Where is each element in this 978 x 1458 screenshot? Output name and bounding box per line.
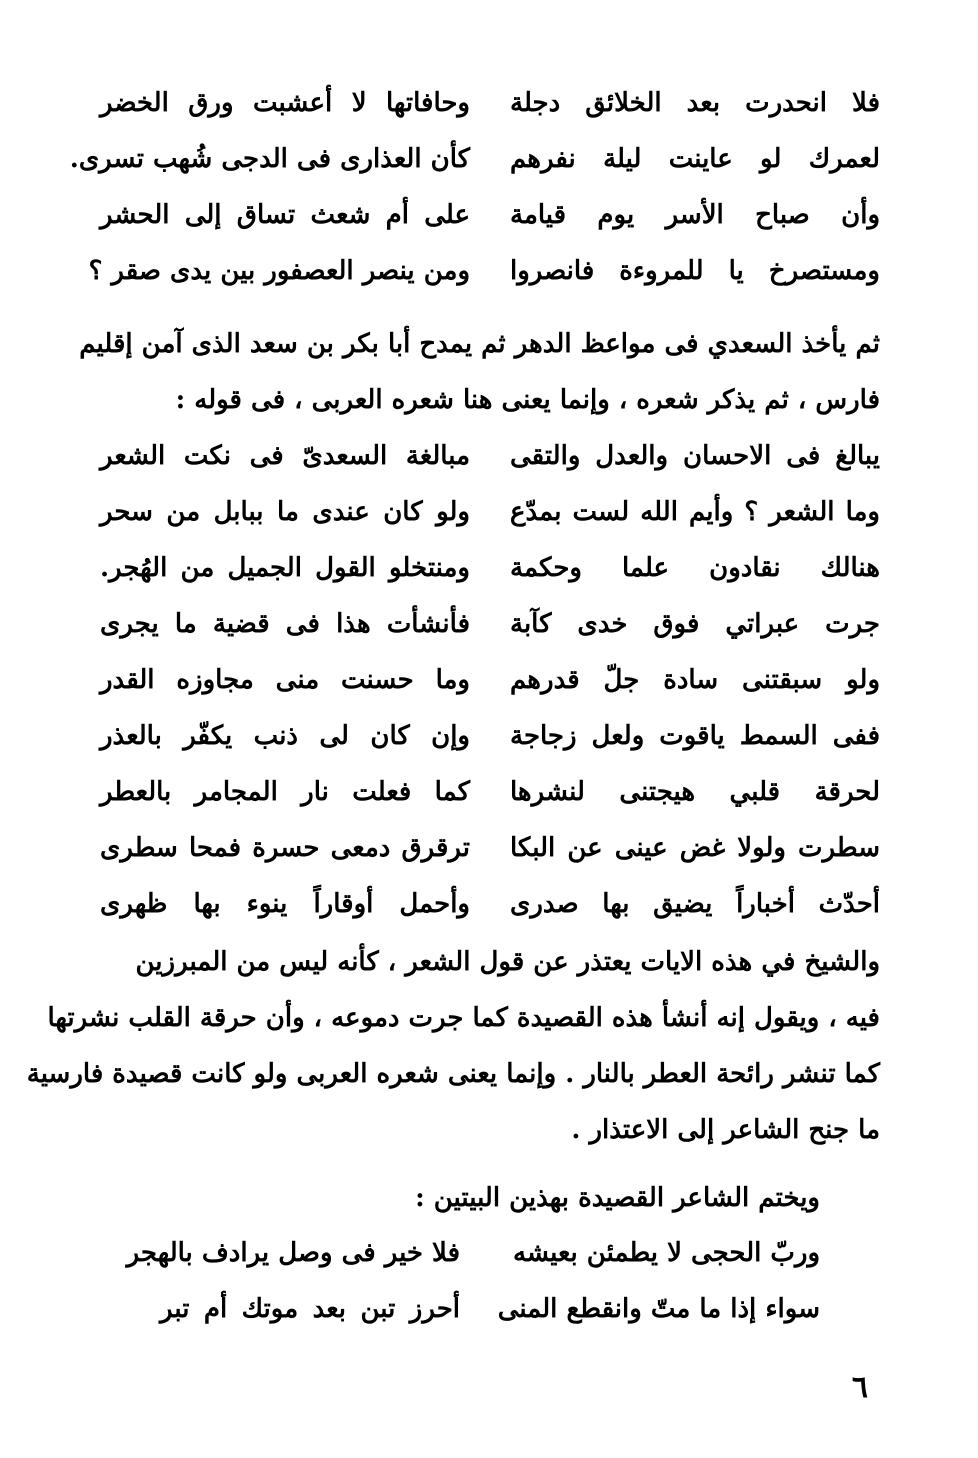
paragraph-line: فارس ، ثم يذكر شعره ، وإنما يعنى هنا شعره العربى ، فى قوله : (175, 385, 880, 415)
verse-line (100, 652, 880, 708)
verse-first-hemistich: أحدّث أخباراً يضيق بها صدرى (510, 889, 880, 919)
verse-second-hemistich: على أم شعث تساق إلى الحشر (100, 200, 470, 230)
verse-second-hemistich: وأحمل أوقاراً ينوء بها ظهرى (100, 889, 470, 919)
verse-first-hemistich: هنالك نقادون علما وحكمة (510, 553, 880, 583)
poem-block-1 (69, 75, 880, 299)
verse-second-hemistich: كأن العذارى فى الدجى شُهب تسرى. (69, 144, 470, 174)
verse-first-hemistich: فلا انحدرت بعد الخلائق دجلة (510, 88, 880, 118)
verse-second-hemistich: ومن ينصر العصفور بين يدى صقر ؟ (88, 256, 470, 286)
paragraph-line: كما تنشر رائحة العطر بالنار . وإنما يعنى شعره العربى ولو كانت قصيدة فارسية (26, 1059, 880, 1089)
verse-first-hemistich: وربّ الحجى لا يطمئن بعيشه (513, 1238, 820, 1268)
verse-line (88, 243, 880, 299)
verse-line (100, 876, 880, 932)
verse-first-hemistich: وأن صباح الأسر يوم قيامة (510, 200, 880, 230)
verse-line (100, 820, 880, 876)
verse-second-hemistich: فلا خير فى وصل يرادف بالهجر (126, 1238, 460, 1268)
verse-second-hemistich: وإن كان لى ذنب يكفّر بالعذر (100, 721, 470, 751)
poem-block-3 (126, 1225, 820, 1337)
closing-intro: ويختم الشاعر القصيدة بهذين البيتين : (415, 1183, 820, 1213)
verse-first-hemistich: ففى السمط ياقوت ولعل زجاجة (510, 721, 880, 751)
poem-block-2 (100, 428, 880, 932)
verse-line (100, 428, 880, 484)
verse-second-hemistich: ومنتخلو القول الجميل من الهُجر. (100, 553, 470, 583)
verse-second-hemistich: فأنشأت هذا فى قضية ما يجرى (100, 609, 470, 639)
paragraph-line: والشيخ في هذه الايات يعتذر عن قول الشعر ، كأنه ليس من المبرزين (135, 947, 880, 977)
verse-line (126, 1225, 820, 1281)
verse-second-hemistich: أحرز تبن بعد موتك أم تبر (160, 1294, 460, 1324)
verse-first-hemistich: جرت عبراتي فوق خدى كآبة (510, 609, 880, 639)
verse-first-hemistich: لعمرك لو عاينت ليلة نفرهم (510, 144, 880, 174)
verse-line (100, 187, 880, 243)
verse-first-hemistich: ولو سبقتنى سادة جلّ قدرهم (510, 665, 880, 695)
verse-first-hemistich: وما الشعر ؟ وأيم الله لست بمدّع (510, 497, 880, 527)
verse-line (100, 764, 880, 820)
paragraph-1 (79, 316, 880, 428)
verse-first-hemistich: سطرت ولولا غض عينى عن البكا (510, 833, 880, 863)
verse-second-hemistich: وما حسنت منى مجاوزه القدر (100, 665, 470, 695)
verse-second-hemistich: ولو كان عندى ما ببابل من سحر (100, 497, 470, 527)
verse-line (100, 708, 880, 764)
verse-second-hemistich: وحافاتها لا أعشبت ورق الخضر (100, 88, 470, 118)
verse-line (69, 131, 880, 187)
paragraph-line: ثم يأخذ السعدي فى مواعظ الدهر ثم يمدح أبا بكر بن سعد الذى آمن إقليم (79, 329, 880, 359)
page-number: ٦ (851, 1370, 868, 1405)
paragraph-line: ما جنح الشاعر إلى الاعتذار . (571, 1115, 880, 1145)
verse-first-hemistich: سواء إذا ما متّ وانقطع المنى (497, 1294, 820, 1324)
verse-line (100, 75, 880, 131)
paragraph-2 (26, 934, 880, 1158)
verse-second-hemistich: ترقرق دمعى حسرة فمحا سطرى (100, 833, 470, 863)
verse-first-hemistich: ومستصرخ يا للمروءة فانصروا (510, 256, 880, 286)
verse-first-hemistich: لحرقة قلبي هيجتنى لنشرها (510, 777, 880, 807)
verse-line (160, 1281, 820, 1337)
verse-second-hemistich: كما فعلت نار المجامر بالعطر (100, 777, 470, 807)
paragraph-line: فيه ، ويقول إنه أنشأ هذه القصيدة كما جرت دموعه ، وأن حرقة القلب نشرتها (47, 1003, 880, 1033)
verse-line (100, 596, 880, 652)
verse-line (100, 540, 880, 596)
verse-first-hemistich: يبالغ فى الاحسان والعدل والتقى (510, 441, 880, 471)
verse-second-hemistich: مبالغة السعدىّ فى نكت الشعر (100, 441, 470, 471)
verse-line (100, 484, 880, 540)
